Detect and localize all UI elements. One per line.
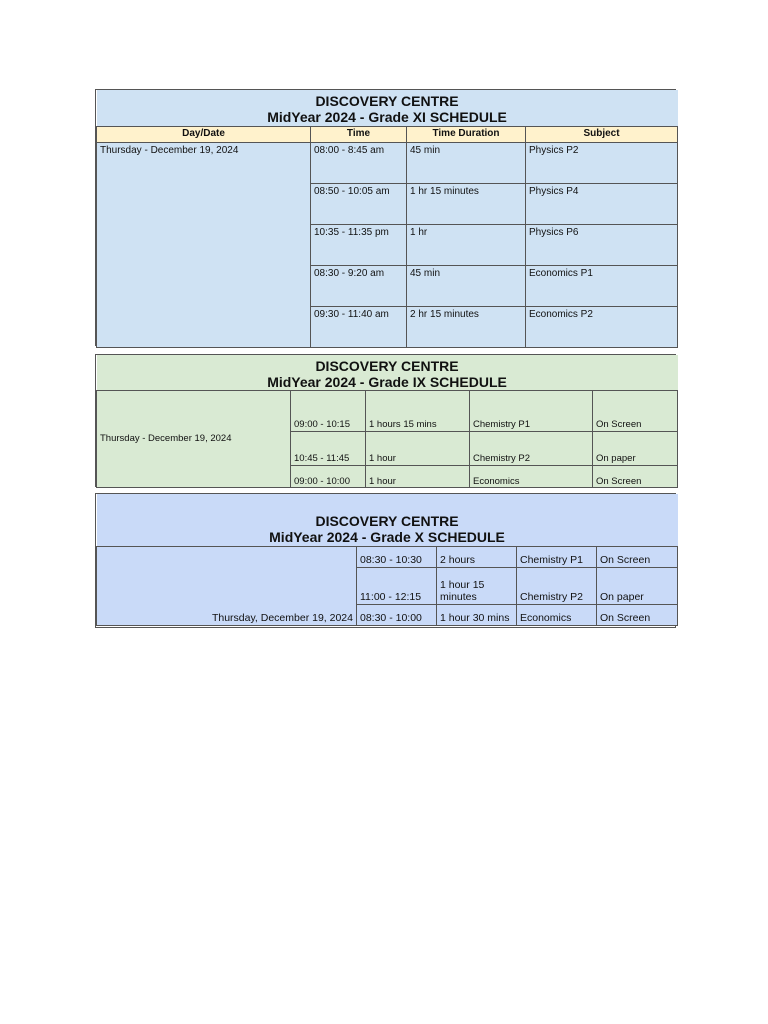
table-row: [97, 546, 678, 567]
column-header-time: Time: [311, 126, 407, 142]
duration-cell: 1 hour 30 mins: [437, 604, 517, 625]
grade-xi-column-headers: [97, 126, 678, 142]
subject-cell: Chemistry P1: [517, 546, 597, 567]
mode-cell: On Screen: [593, 466, 678, 488]
time-cell: 10:45 - 11:45: [291, 432, 366, 466]
mode-cell: On Screen: [597, 546, 678, 567]
time-cell: 08:30 - 10:30: [357, 546, 437, 567]
mode-cell: On Screen: [597, 604, 678, 625]
time-cell: 09:30 - 11:40 am: [311, 306, 407, 347]
time-cell: 10:35 - 11:35 pm: [311, 224, 407, 265]
duration-cell: 45 min: [407, 142, 526, 183]
subject-cell: Chemistry P2: [517, 567, 597, 604]
column-header-duration: Time Duration: [407, 126, 526, 142]
grade-ix-table: [96, 355, 678, 488]
subject-cell: Physics P2: [526, 142, 678, 183]
grade-ix-title: MidYear 2024 - Grade IX SCHEDULE: [267, 374, 507, 390]
grade-x-org: DISCOVERY CENTRE: [315, 512, 459, 529]
table-row: [97, 142, 678, 183]
duration-cell: 1 hours 15 mins: [366, 391, 470, 432]
time-cell: 11:00 - 12:15: [357, 567, 437, 604]
duration-cell: 1 hour 15 minutes: [437, 567, 517, 604]
time-cell: 08:30 - 9:20 am: [311, 265, 407, 306]
subject-cell: Chemistry P1: [470, 391, 593, 432]
time-cell: 09:00 - 10:00: [291, 466, 366, 488]
mode-cell: On Screen: [593, 391, 678, 432]
grade-ix-schedule: [95, 354, 676, 487]
grade-ix-org: DISCOVERY CENTRE: [315, 358, 459, 374]
duration-cell: 2 hours: [437, 546, 517, 567]
duration-cell: 1 hr: [407, 224, 526, 265]
subject-cell: Economics P2: [526, 306, 678, 347]
grade-x-date: Thursday, December 19, 2024: [97, 546, 357, 625]
grade-x-title: MidYear 2024 - Grade X SCHEDULE: [269, 528, 505, 545]
grade-ix-header: [97, 355, 678, 391]
grade-x-schedule: [95, 493, 676, 628]
grade-xi-table: [96, 90, 678, 348]
mode-cell: On paper: [593, 432, 678, 466]
time-cell: 08:30 - 10:00: [357, 604, 437, 625]
time-cell: 08:00 - 8:45 am: [311, 142, 407, 183]
subject-cell: Economics: [470, 466, 593, 488]
grade-xi-schedule: [95, 89, 676, 346]
duration-cell: 45 min: [407, 265, 526, 306]
table-row: [97, 391, 678, 432]
grade-xi-date: Thursday - December 19, 2024: [97, 142, 311, 347]
duration-cell: 1 hr 15 minutes: [407, 183, 526, 224]
grade-x-header: [97, 494, 678, 546]
grade-xi-title: MidYear 2024 - Grade XI SCHEDULE: [267, 109, 507, 125]
column-header-day-date: Day/Date: [97, 126, 311, 142]
time-cell: 08:50 - 10:05 am: [311, 183, 407, 224]
grade-xi-org: DISCOVERY CENTRE: [315, 93, 459, 109]
duration-cell: 1 hour: [366, 432, 470, 466]
duration-cell: 1 hour: [366, 466, 470, 488]
grade-xi-header: [97, 90, 678, 126]
time-cell: 09:00 - 10:15: [291, 391, 366, 432]
duration-cell: 2 hr 15 minutes: [407, 306, 526, 347]
subject-cell: Physics P6: [526, 224, 678, 265]
grade-x-table: [96, 494, 678, 626]
subject-cell: Economics: [517, 604, 597, 625]
grade-ix-date: Thursday - December 19, 2024: [97, 391, 291, 488]
column-header-subject: Subject: [526, 126, 678, 142]
subject-cell: Economics P1: [526, 265, 678, 306]
mode-cell: On paper: [597, 567, 678, 604]
subject-cell: Chemistry P2: [470, 432, 593, 466]
subject-cell: Physics P4: [526, 183, 678, 224]
